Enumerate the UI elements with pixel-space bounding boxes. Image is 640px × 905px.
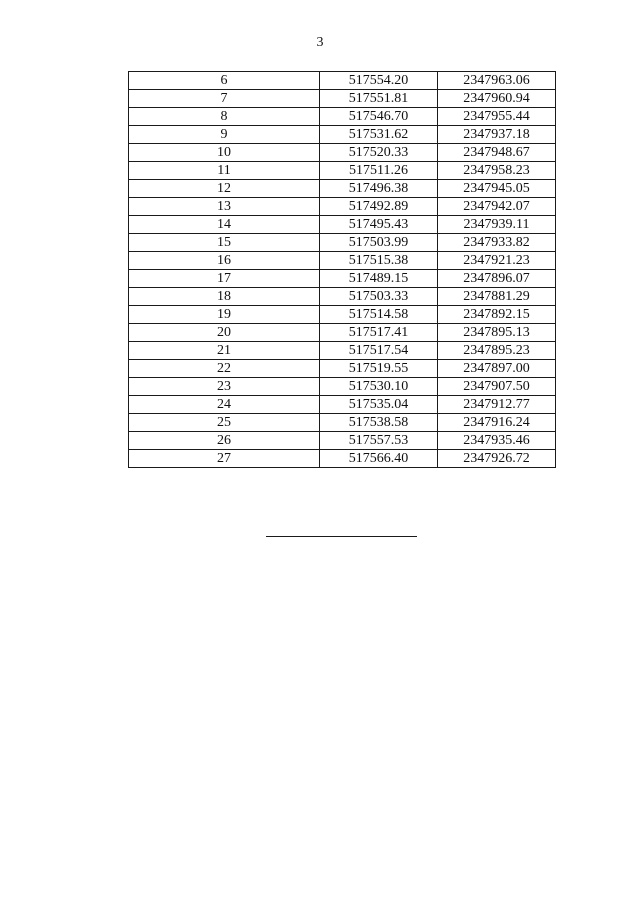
x-coordinate-cell: 517517.54 [320,342,438,360]
y-coordinate-cell: 2347897.00 [438,360,556,378]
point-number-cell: 19 [129,306,320,324]
x-coordinate-cell: 517531.62 [320,126,438,144]
point-number-cell: 15 [129,234,320,252]
y-coordinate-cell: 2347945.05 [438,180,556,198]
point-number-cell: 11 [129,162,320,180]
x-coordinate-cell: 517551.81 [320,90,438,108]
x-coordinate-cell: 517511.26 [320,162,438,180]
y-coordinate-cell: 2347955.44 [438,108,556,126]
x-coordinate-cell: 517503.99 [320,234,438,252]
end-divider-line [266,536,417,537]
x-coordinate-cell: 517495.43 [320,216,438,234]
y-coordinate-cell: 2347939.11 [438,216,556,234]
x-coordinate-cell: 517546.70 [320,108,438,126]
table-row [129,234,556,252]
y-coordinate-cell: 2347937.18 [438,126,556,144]
table-row [129,162,556,180]
point-number-cell: 26 [129,432,320,450]
x-coordinate-cell: 517517.41 [320,324,438,342]
x-coordinate-cell: 517530.10 [320,378,438,396]
x-coordinate-cell: 517515.38 [320,252,438,270]
table-row [129,396,556,414]
table-row [129,198,556,216]
y-coordinate-cell: 2347942.07 [438,198,556,216]
x-coordinate-cell: 517535.04 [320,396,438,414]
y-coordinate-cell: 2347935.46 [438,432,556,450]
table-row [129,72,556,90]
table-row [129,90,556,108]
table-row [129,414,556,432]
x-coordinate-cell: 517503.33 [320,288,438,306]
point-number-cell: 16 [129,252,320,270]
point-number-cell: 23 [129,378,320,396]
table-row [129,270,556,288]
point-number-cell: 13 [129,198,320,216]
table-row [129,144,556,162]
y-coordinate-cell: 2347960.94 [438,90,556,108]
table-row [129,180,556,198]
x-coordinate-cell: 517492.89 [320,198,438,216]
table-row [129,324,556,342]
point-number-cell: 27 [129,450,320,468]
table-row [129,252,556,270]
point-number-cell: 24 [129,396,320,414]
x-coordinate-cell: 517489.15 [320,270,438,288]
point-number-cell: 9 [129,126,320,144]
table-row [129,306,556,324]
coordinates-table-body [129,72,556,468]
x-coordinate-cell: 517520.33 [320,144,438,162]
y-coordinate-cell: 2347933.82 [438,234,556,252]
y-coordinate-cell: 2347916.24 [438,414,556,432]
table-row [129,108,556,126]
table-row [129,450,556,468]
x-coordinate-cell: 517566.40 [320,450,438,468]
point-number-cell: 14 [129,216,320,234]
point-number-cell: 7 [129,90,320,108]
x-coordinate-cell: 517554.20 [320,72,438,90]
y-coordinate-cell: 2347921.23 [438,252,556,270]
point-number-cell: 21 [129,342,320,360]
point-number-cell: 6 [129,72,320,90]
x-coordinate-cell: 517496.38 [320,180,438,198]
table-row [129,126,556,144]
x-coordinate-cell: 517557.53 [320,432,438,450]
y-coordinate-cell: 2347926.72 [438,450,556,468]
y-coordinate-cell: 2347948.67 [438,144,556,162]
table-row [129,432,556,450]
y-coordinate-cell: 2347912.77 [438,396,556,414]
y-coordinate-cell: 2347907.50 [438,378,556,396]
point-number-cell: 18 [129,288,320,306]
point-number-cell: 12 [129,180,320,198]
point-number-cell: 17 [129,270,320,288]
point-number-cell: 8 [129,108,320,126]
table-row [129,216,556,234]
table-row [129,342,556,360]
point-number-cell: 25 [129,414,320,432]
y-coordinate-cell: 2347958.23 [438,162,556,180]
y-coordinate-cell: 2347895.23 [438,342,556,360]
point-number-cell: 20 [129,324,320,342]
x-coordinate-cell: 517519.55 [320,360,438,378]
point-number-cell: 10 [129,144,320,162]
table-row [129,288,556,306]
x-coordinate-cell: 517514.58 [320,306,438,324]
y-coordinate-cell: 2347896.07 [438,270,556,288]
x-coordinate-cell: 517538.58 [320,414,438,432]
y-coordinate-cell: 2347881.29 [438,288,556,306]
table-row [129,360,556,378]
y-coordinate-cell: 2347895.13 [438,324,556,342]
point-number-cell: 22 [129,360,320,378]
page-number: 3 [316,35,324,50]
table-row [129,378,556,396]
y-coordinate-cell: 2347963.06 [438,72,556,90]
coordinates-table [128,71,556,468]
y-coordinate-cell: 2347892.15 [438,306,556,324]
